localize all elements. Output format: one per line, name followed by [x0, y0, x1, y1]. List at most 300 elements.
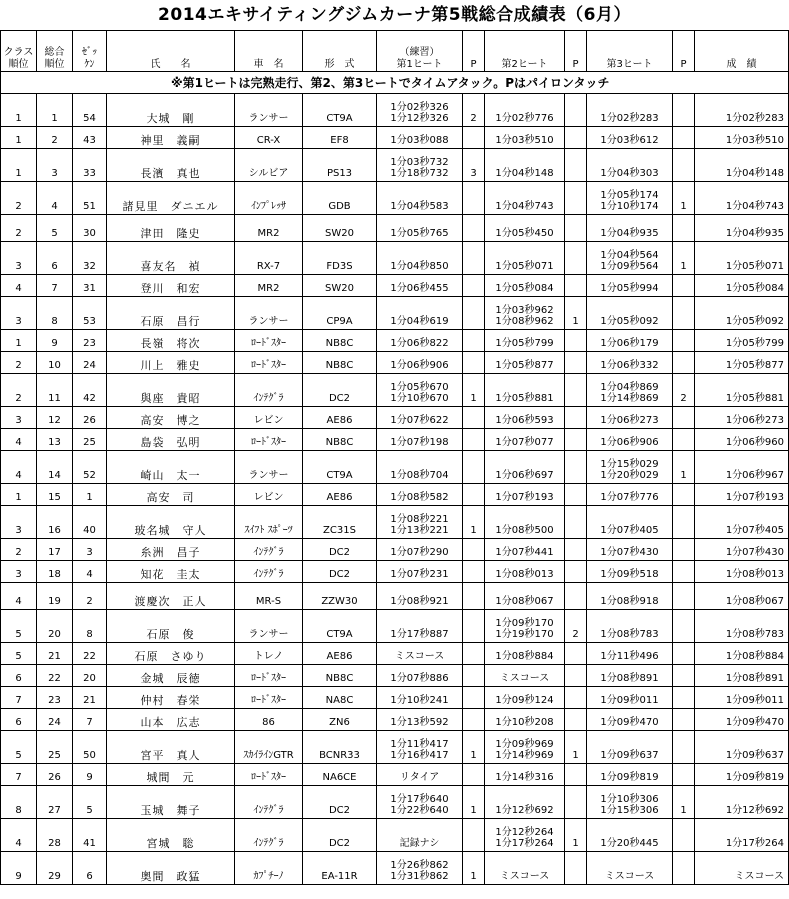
overall-rank-cell: 11 — [37, 374, 73, 407]
table-row — [1, 610, 789, 643]
p2-cell — [565, 852, 587, 885]
result-cell: 1分04秒743 — [695, 182, 789, 215]
table-row — [1, 149, 789, 182]
p3-cell — [673, 484, 695, 506]
model-cell: DC2 — [303, 819, 377, 852]
p2-cell — [565, 182, 587, 215]
heat2-cell: 1分12秒264 1分17秒264 — [485, 819, 565, 852]
class-rank-cell: 1 — [1, 127, 37, 149]
number-cell: 7 — [73, 709, 107, 731]
name-cell: 石原 昌行 — [107, 297, 235, 330]
model-cell: AE86 — [303, 407, 377, 429]
heat3-cell: 1分04秒303 — [587, 149, 673, 182]
p3-cell — [673, 407, 695, 429]
p2-cell — [565, 451, 587, 484]
header-heat2: 第2ヒート — [485, 31, 565, 72]
heat1-cell: リタイア — [377, 764, 463, 786]
heat3-cell: 1分05秒092 — [587, 297, 673, 330]
name-cell: 城間 元 — [107, 764, 235, 786]
p1-cell: 1 — [463, 374, 485, 407]
model-cell: CT9A — [303, 94, 377, 127]
result-cell: 1分06秒273 — [695, 407, 789, 429]
p3-cell — [673, 275, 695, 297]
heat2-cell: 1分05秒881 — [485, 374, 565, 407]
overall-rank-cell: 2 — [37, 127, 73, 149]
class-rank-cell: 1 — [1, 149, 37, 182]
overall-rank-cell: 25 — [37, 731, 73, 764]
model-cell: EA-11R — [303, 852, 377, 885]
p3-cell — [673, 127, 695, 149]
p3-cell — [673, 764, 695, 786]
class-rank-cell: 3 — [1, 506, 37, 539]
result-cell: 1分02秒283 — [695, 94, 789, 127]
heat2-cell: 1分06秒697 — [485, 451, 565, 484]
heat1-cell: 1分13秒592 — [377, 709, 463, 731]
heat2-cell: 1分08秒013 — [485, 561, 565, 583]
header-result: 成 績 — [695, 31, 789, 72]
model-cell: AE86 — [303, 484, 377, 506]
car-cell: RX-7 — [235, 242, 303, 275]
name-cell: 仲村 春栄 — [107, 687, 235, 709]
name-cell: 津田 隆史 — [107, 215, 235, 242]
p2-cell: 1 — [565, 819, 587, 852]
name-cell: 高安 司 — [107, 484, 235, 506]
heat2-cell: 1分14秒316 — [485, 764, 565, 786]
heat2-cell: 1分03秒510 — [485, 127, 565, 149]
p2-cell — [565, 539, 587, 561]
table-row — [1, 275, 789, 297]
number-cell: 26 — [73, 407, 107, 429]
result-cell: 1分08秒884 — [695, 643, 789, 665]
number-cell: 41 — [73, 819, 107, 852]
p1-cell — [463, 665, 485, 687]
p3-cell — [673, 215, 695, 242]
heat1-cell: 1分17秒640 1分22秒640 — [377, 786, 463, 819]
heat2-cell: ミスコース — [485, 665, 565, 687]
p3-cell — [673, 610, 695, 643]
model-cell: DC2 — [303, 539, 377, 561]
overall-rank-cell: 4 — [37, 182, 73, 215]
heat2-cell: 1分07秒193 — [485, 484, 565, 506]
result-cell: 1分05秒071 — [695, 242, 789, 275]
p2-cell — [565, 429, 587, 451]
heat2-cell: 1分02秒776 — [485, 94, 565, 127]
table-row — [1, 127, 789, 149]
number-cell: 30 — [73, 215, 107, 242]
name-cell: 知花 圭太 — [107, 561, 235, 583]
table-row — [1, 852, 789, 885]
overall-rank-cell: 8 — [37, 297, 73, 330]
heat1-cell: 1分08秒582 — [377, 484, 463, 506]
p3-cell — [673, 330, 695, 352]
heat3-cell: 1分09秒470 — [587, 709, 673, 731]
heat1-cell: 1分07秒290 — [377, 539, 463, 561]
heat2-cell: 1分05秒084 — [485, 275, 565, 297]
model-cell: ZC31S — [303, 506, 377, 539]
table-row — [1, 297, 789, 330]
table-row — [1, 451, 789, 484]
heat3-cell: 1分08秒918 — [587, 583, 673, 610]
heat3-cell: 1分05秒994 — [587, 275, 673, 297]
overall-rank-cell: 14 — [37, 451, 73, 484]
result-cell: 1分05秒084 — [695, 275, 789, 297]
heat2-cell: 1分09秒124 — [485, 687, 565, 709]
header-p1: P — [463, 31, 485, 72]
class-rank-cell: 9 — [1, 852, 37, 885]
p3-cell — [673, 429, 695, 451]
table-row — [1, 506, 789, 539]
p2-cell — [565, 583, 587, 610]
number-cell: 50 — [73, 731, 107, 764]
number-cell: 21 — [73, 687, 107, 709]
header-model: 形 式 — [303, 31, 377, 72]
class-rank-cell: 4 — [1, 429, 37, 451]
heat3-cell: 1分02秒283 — [587, 94, 673, 127]
heat2-cell: 1分08秒067 — [485, 583, 565, 610]
table-row — [1, 242, 789, 275]
car-cell: トレノ — [235, 643, 303, 665]
p2-cell — [565, 94, 587, 127]
overall-rank-cell: 17 — [37, 539, 73, 561]
header-class-rank — [1, 31, 37, 72]
name-cell: 奥間 政猛 — [107, 852, 235, 885]
name-cell: 島袋 弘明 — [107, 429, 235, 451]
name-cell: 宮平 真人 — [107, 731, 235, 764]
p1-cell — [463, 215, 485, 242]
number-cell: 51 — [73, 182, 107, 215]
heat2-cell: 1分03秒962 1分08秒962 — [485, 297, 565, 330]
number-cell: 5 — [73, 786, 107, 819]
class-rank-cell: 8 — [1, 786, 37, 819]
p2-cell — [565, 374, 587, 407]
table-row — [1, 429, 789, 451]
model-cell: NB8C — [303, 665, 377, 687]
heat3-cell: 1分07秒776 — [587, 484, 673, 506]
car-cell: ｲﾝﾌﾟﾚｯｻ — [235, 182, 303, 215]
heat1-cell: 1分04秒619 — [377, 297, 463, 330]
car-cell: シルビア — [235, 149, 303, 182]
heat2-cell: 1分07秒441 — [485, 539, 565, 561]
heat3-cell: 1分04秒869 1分14秒869 — [587, 374, 673, 407]
number-cell: 22 — [73, 643, 107, 665]
model-cell: NB8C — [303, 429, 377, 451]
heat3-cell: 1分06秒332 — [587, 352, 673, 374]
number-cell: 20 — [73, 665, 107, 687]
heat1-cell: 1分07秒198 — [377, 429, 463, 451]
overall-rank-cell: 20 — [37, 610, 73, 643]
overall-rank-cell: 7 — [37, 275, 73, 297]
result-cell: 1分06秒960 — [695, 429, 789, 451]
heat2-cell: 1分04秒148 — [485, 149, 565, 182]
class-rank-cell: 2 — [1, 352, 37, 374]
result-cell: 1分04秒935 — [695, 215, 789, 242]
result-cell: 1分08秒067 — [695, 583, 789, 610]
overall-rank-cell: 13 — [37, 429, 73, 451]
heat2-cell: ミスコース — [485, 852, 565, 885]
header-row — [1, 31, 789, 72]
heat1-cell: 1分08秒704 — [377, 451, 463, 484]
table-row — [1, 731, 789, 764]
p1-cell: 2 — [463, 94, 485, 127]
heat3-cell: 1分04秒564 1分09秒564 — [587, 242, 673, 275]
p2-cell — [565, 665, 587, 687]
p1-cell — [463, 610, 485, 643]
p1-cell — [463, 429, 485, 451]
class-rank-cell: 5 — [1, 643, 37, 665]
overall-rank-cell: 3 — [37, 149, 73, 182]
table-row — [1, 539, 789, 561]
name-cell: 大城 剛 — [107, 94, 235, 127]
class-rank-cell: 1 — [1, 330, 37, 352]
heat3-cell: 1分09秒637 — [587, 731, 673, 764]
p1-cell: 1 — [463, 731, 485, 764]
car-cell: ｲﾝﾃｸﾞﾗ — [235, 374, 303, 407]
car-cell: ｶﾌﾟﾁｰﾉ — [235, 852, 303, 885]
p3-cell — [673, 297, 695, 330]
car-cell: ランサー — [235, 451, 303, 484]
p2-cell — [565, 275, 587, 297]
heat1-cell: 1分11秒417 1分16秒417 — [377, 731, 463, 764]
overall-rank-cell: 22 — [37, 665, 73, 687]
heat1-cell: 1分06秒455 — [377, 275, 463, 297]
class-rank-cell: 5 — [1, 610, 37, 643]
p3-cell — [673, 352, 695, 374]
p3-cell — [673, 561, 695, 583]
number-cell: 43 — [73, 127, 107, 149]
overall-rank-cell: 15 — [37, 484, 73, 506]
overall-rank-cell: 16 — [37, 506, 73, 539]
p1-cell — [463, 539, 485, 561]
header-number-text: ｾﾞｯ ｹﾝ — [82, 47, 97, 70]
heat1-cell: 1分17秒887 — [377, 610, 463, 643]
overall-rank-cell: 23 — [37, 687, 73, 709]
name-cell: 神里 義嗣 — [107, 127, 235, 149]
result-cell: 1分04秒148 — [695, 149, 789, 182]
p2-cell — [565, 687, 587, 709]
heat1-cell: 1分07秒622 — [377, 407, 463, 429]
heat3-cell: 1分04秒935 — [587, 215, 673, 242]
name-cell: 石原 さゆり — [107, 643, 235, 665]
car-cell: ﾛｰﾄﾞｽﾀｰ — [235, 352, 303, 374]
table-row — [1, 352, 789, 374]
class-rank-cell: 1 — [1, 484, 37, 506]
car-cell: レビン — [235, 407, 303, 429]
note-row — [1, 72, 789, 94]
p1-cell — [463, 297, 485, 330]
header-p2: P — [565, 31, 587, 72]
p3-cell — [673, 665, 695, 687]
overall-rank-cell: 29 — [37, 852, 73, 885]
heat3-cell: 1分07秒430 — [587, 539, 673, 561]
heat1-cell: 1分08秒921 — [377, 583, 463, 610]
p1-cell — [463, 561, 485, 583]
heat2-cell: 1分05秒799 — [485, 330, 565, 352]
model-cell: BCNR33 — [303, 731, 377, 764]
heat3-cell: ミスコース — [587, 852, 673, 885]
model-cell: ZZW30 — [303, 583, 377, 610]
overall-rank-cell: 9 — [37, 330, 73, 352]
results-body — [1, 94, 789, 885]
car-cell: ﾛｰﾄﾞｽﾀｰ — [235, 665, 303, 687]
p1-cell — [463, 352, 485, 374]
table-row — [1, 786, 789, 819]
table-row — [1, 561, 789, 583]
result-cell: 1分05秒881 — [695, 374, 789, 407]
result-cell: 1分09秒819 — [695, 764, 789, 786]
model-cell: SW20 — [303, 215, 377, 242]
class-rank-cell: 5 — [1, 731, 37, 764]
result-cell: 1分07秒193 — [695, 484, 789, 506]
result-cell: 1分05秒092 — [695, 297, 789, 330]
heat3-cell: 1分07秒405 — [587, 506, 673, 539]
class-rank-cell: 6 — [1, 709, 37, 731]
class-rank-cell: 7 — [1, 687, 37, 709]
heat1-cell: 1分07秒231 — [377, 561, 463, 583]
model-cell: EF8 — [303, 127, 377, 149]
class-rank-cell: 4 — [1, 819, 37, 852]
name-cell: 高安 博之 — [107, 407, 235, 429]
heat3-cell: 1分08秒891 — [587, 665, 673, 687]
table-row — [1, 819, 789, 852]
name-cell: 與座 貴昭 — [107, 374, 235, 407]
header-number — [73, 31, 107, 72]
name-cell: 崎山 太一 — [107, 451, 235, 484]
p1-cell — [463, 687, 485, 709]
heat2-cell: 1分05秒450 — [485, 215, 565, 242]
number-cell: 2 — [73, 583, 107, 610]
heat1-cell: 1分02秒326 1分12秒326 — [377, 94, 463, 127]
p2-cell — [565, 709, 587, 731]
heat2-cell: 1分12秒692 — [485, 786, 565, 819]
model-cell: CT9A — [303, 610, 377, 643]
p3-cell: 1 — [673, 182, 695, 215]
p3-cell — [673, 539, 695, 561]
table-row — [1, 709, 789, 731]
p3-cell — [673, 643, 695, 665]
heat1-cell: 1分05秒670 1分10秒670 — [377, 374, 463, 407]
p1-cell: 3 — [463, 149, 485, 182]
p1-cell — [463, 451, 485, 484]
p2-cell: 2 — [565, 610, 587, 643]
name-cell: 宮城 聡 — [107, 819, 235, 852]
number-cell: 31 — [73, 275, 107, 297]
result-cell: 1分08秒891 — [695, 665, 789, 687]
heat2-cell: 1分10秒208 — [485, 709, 565, 731]
number-cell: 42 — [73, 374, 107, 407]
p2-cell — [565, 149, 587, 182]
model-cell: GDB — [303, 182, 377, 215]
car-cell: ランサー — [235, 94, 303, 127]
heat2-cell: 1分08秒500 — [485, 506, 565, 539]
heat3-cell: 1分06秒273 — [587, 407, 673, 429]
table-row — [1, 484, 789, 506]
class-rank-cell: 3 — [1, 297, 37, 330]
class-rank-cell: 4 — [1, 583, 37, 610]
header-class-rank-text: クラス 順位 — [3, 47, 34, 70]
number-cell: 32 — [73, 242, 107, 275]
class-rank-cell: 3 — [1, 561, 37, 583]
p2-cell — [565, 484, 587, 506]
heat3-cell: 1分06秒906 — [587, 429, 673, 451]
results-table — [0, 30, 789, 885]
heat1-cell: 1分04秒583 — [377, 182, 463, 215]
p1-cell — [463, 407, 485, 429]
number-cell: 40 — [73, 506, 107, 539]
overall-rank-cell: 19 — [37, 583, 73, 610]
car-cell: ｲﾝﾃｸﾞﾗ — [235, 819, 303, 852]
overall-rank-cell: 10 — [37, 352, 73, 374]
p3-cell — [673, 709, 695, 731]
p3-cell: 1 — [673, 451, 695, 484]
result-cell: 1分08秒013 — [695, 561, 789, 583]
class-rank-cell: 2 — [1, 182, 37, 215]
car-cell: ﾛｰﾄﾞｽﾀｰ — [235, 687, 303, 709]
car-cell: ｲﾝﾃｸﾞﾗ — [235, 786, 303, 819]
table-row — [1, 407, 789, 429]
class-rank-cell: 7 — [1, 764, 37, 786]
table-row — [1, 643, 789, 665]
car-cell: MR2 — [235, 215, 303, 242]
class-rank-cell: 6 — [1, 665, 37, 687]
p1-cell — [463, 182, 485, 215]
model-cell: CT9A — [303, 451, 377, 484]
table-row — [1, 665, 789, 687]
result-cell: 1分07秒430 — [695, 539, 789, 561]
overall-rank-cell: 21 — [37, 643, 73, 665]
heat1-cell: 1分03秒732 1分18秒732 — [377, 149, 463, 182]
p1-cell: 1 — [463, 506, 485, 539]
p1-cell: 1 — [463, 786, 485, 819]
number-cell: 9 — [73, 764, 107, 786]
p2-cell — [565, 242, 587, 275]
number-cell: 24 — [73, 352, 107, 374]
heat1-cell: 1分06秒906 — [377, 352, 463, 374]
heat2-cell: 1分09秒170 1分19秒170 — [485, 610, 565, 643]
heat1-cell: 1分06秒822 — [377, 330, 463, 352]
car-cell: MR-S — [235, 583, 303, 610]
p2-cell — [565, 786, 587, 819]
result-cell: 1分09秒011 — [695, 687, 789, 709]
car-cell: ｽｶｲﾗｲﾝGTR — [235, 731, 303, 764]
name-cell: 玉城 舞子 — [107, 786, 235, 819]
note-text: ※第1ヒートは完熟走行、第2、第3ヒートでタイムアタック。Pはパイロンタッチ — [1, 72, 789, 94]
p2-cell: 1 — [565, 297, 587, 330]
heat1-cell: 1分03秒088 — [377, 127, 463, 149]
heat1-cell: ミスコース — [377, 643, 463, 665]
name-cell: 喜友名 禎 — [107, 242, 235, 275]
model-cell: NB8C — [303, 330, 377, 352]
p1-cell — [463, 819, 485, 852]
car-cell: ﾛｰﾄﾞｽﾀｰ — [235, 429, 303, 451]
heat2-cell: 1分06秒593 — [485, 407, 565, 429]
result-cell: 1分08秒783 — [695, 610, 789, 643]
name-cell: 渡慶次 正人 — [107, 583, 235, 610]
result-cell: 1分09秒637 — [695, 731, 789, 764]
name-cell: 諸見里 ダニエル — [107, 182, 235, 215]
name-cell: 長濱 真也 — [107, 149, 235, 182]
model-cell: CP9A — [303, 297, 377, 330]
model-cell: ZN6 — [303, 709, 377, 731]
result-cell: 1分07秒405 — [695, 506, 789, 539]
heat1-cell: 1分08秒221 1分13秒221 — [377, 506, 463, 539]
p1-cell: 1 — [463, 852, 485, 885]
p3-cell — [673, 819, 695, 852]
model-cell: NA8C — [303, 687, 377, 709]
table-row — [1, 764, 789, 786]
heat3-cell: 1分08秒783 — [587, 610, 673, 643]
overall-rank-cell: 28 — [37, 819, 73, 852]
p3-cell — [673, 506, 695, 539]
